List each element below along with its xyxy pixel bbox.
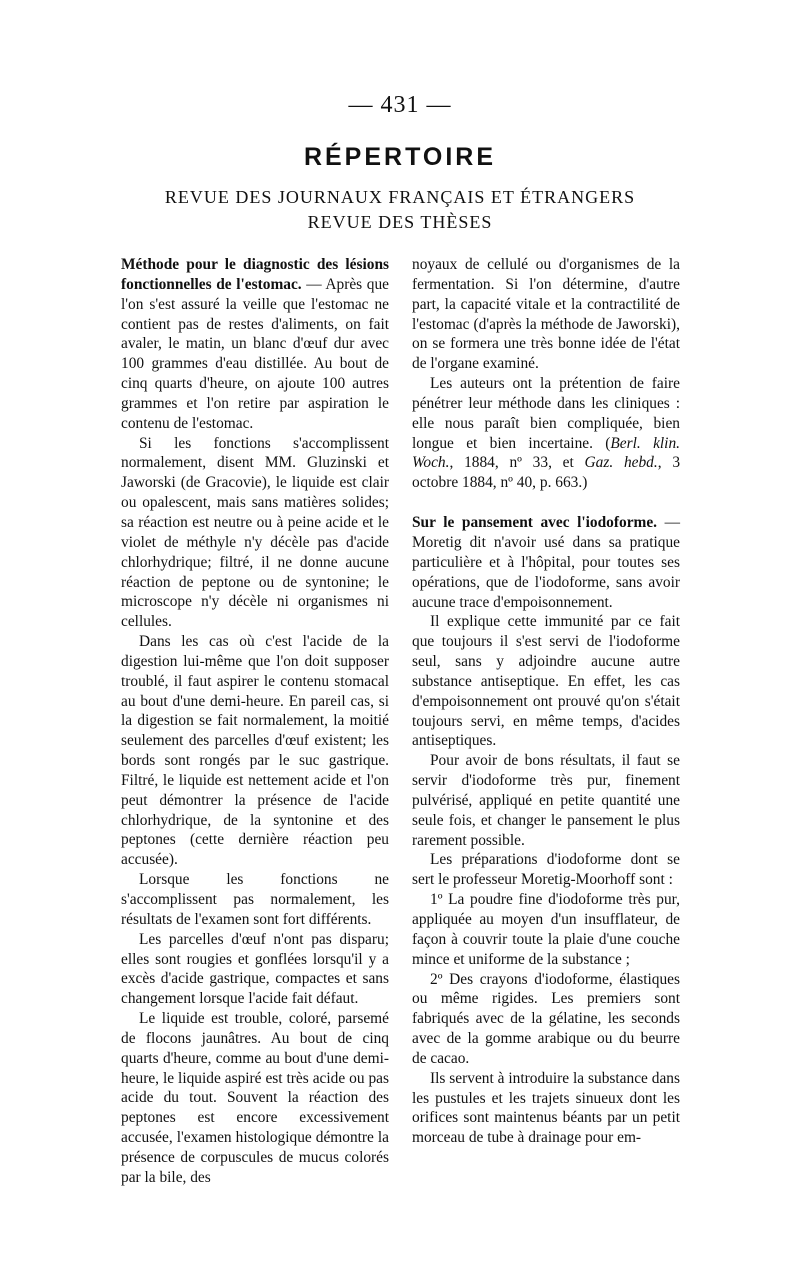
paragraph: Ils servent à introduire la substance dans les pustules et les trajets sinueux dont les orifices sont maintenus béants par un petit morceau de tube à drainage pour em- [412,1069,680,1147]
paragraph-continued: noyaux de cellulé ou d'organismes de la fermentation. Si l'on détermine, d'autre part, la capacité vitale et la contractilité de l'estomac (d'après la méthode de Jaworski), on se formera une très bonne idée de l'état de l'organe examiné. [412,256,680,373]
section-title: RÉPERTOIRE [303,143,497,171]
subtitle-journals: REVUE DES JOURNAUX FRANÇAIS ET ÉTRANGERS [164,187,636,207]
article-gastric-intro [121,255,389,434]
paragraph: 1º La poudre fine d'iodoforme très pur, appliquée au moyen d'un insufflateur, de façon à couvrir toute la plaie d'une couche mince et uniforme de la substance ; [412,891,680,968]
reference-text: , 1884, nº 33, et [449,454,585,472]
paragraph: Les préparations d'iodoforme dont se sert le professeur Moretig-Moorhoff sont : [412,851,680,889]
right-column [412,255,680,1148]
page-number: — 431 — [348,92,452,118]
left-column [121,255,389,1188]
paragraph: 2º Des crayons d'iodoforme, élastiques ou même rigides. Les premiers sont fabriqués avec de la gélatine, les seconds avec de la gomme arabique ou du beurre de cacao. [412,970,680,1067]
paragraph: Le liquide est trouble, coloré, parsemé de flocons jaunâtres. Au bout de cinq quarts d'heure, comme au bout d'une demi-heure, le liquide aspiré est très acide ou pas acide du tout. Souvent la réaction des peptones est encore excessivement accusée, l'examen histologique démontre la présence de corpuscules de mucus colorés par la bile, des [121,1010,389,1186]
paragraph-text: — Après que l'on s'est assuré la veille que l'estomac ne contient pas de restes d'aliments, on fait avaler, le matin, un blanc d'œuf dur avec 100 grammes d'eau distillée. Au bout de cinq quarts d'heure, on ajoute 100 autres grammes et l'on retire par aspiration le contenu de l'estomac. [121,275,389,432]
article-heading-gastric: Méthode pour le diagnostic des lésions fonctionnelles de l'estomac. [121,256,389,293]
paragraph: Il explique cette immunité par ce fait que toujours il s'est servi de l'iodoforme seul, sans y adjoindre aucune autre substance antiseptique. En effet, les cas d'empoisonnement ont prouvé qu'on s'était toujours servi, en même temps, d'acides antiseptiques. [412,613,680,750]
paragraph-with-reference [412,374,680,493]
reference-open: ( [592,434,611,452]
article-heading-iodoform: Sur le pansement avec l'iodoforme. [412,514,658,532]
paragraph-text: — Moretig dit n'avoir usé dans sa pratique particulière et à l'hôpital, pour toutes ses opérations, que de l'iodoforme, sans avoir aucune trace d'empoisonnement. [412,514,680,611]
paragraph: Lorsque les fonctions ne s'accomplissent pas normalement, les résultats de l'examen sont fort différents. [121,871,389,928]
paragraph: Pour avoir de bons résultats, il faut se servir d'iodoforme très pur, finement pulvérisé, appliqué en petite quantité une seule fois, et changer le pansement le plus rarement possible. [412,752,680,849]
journal-title: Gaz. hebd. [584,454,658,472]
paragraph-text: Les auteurs ont la prétention de faire pénétrer leur méthode dans les cliniques : elle nous paraît bien compliquée, bien longue et bien incertaine. [412,375,680,452]
paragraph: Dans les cas où c'est l'acide de la digestion lui-même que l'on doit supposer troublé, il faut aspirer le contenu stomacal au bout d'une demi-heure. En pareil cas, si la digestion se fait normalement, la moitié seulement des parcelles d'œuf existent; les bords sont rongés par le suc gastrique. Filtré, le liquide est nettement acide et l'on peut démontrer la présence de l'acide chlorhydrique, de la syntonine et des peptones (cette dernière réaction peu accusée). [121,633,389,869]
journal-title: Berl. klin. Woch. [412,434,680,472]
paragraph: Si les fonctions s'accomplissent normalement, disent MM. Gluzinski et Jaworski (de Gracovie), le liquide est clair ou opalescent, mais sans matières solides; sa réaction est neutre ou à peine acide et le violet de méthyle n'y décèle pas d'acide chlorhydrique; filtré, il ne donne aucune réaction de peptone ou de syntonine; le microscope n'y décèle ni organismes ni cellules. [121,434,389,631]
reference-text: , 3 octobre 1884, nº 40, p. 663.) [412,454,681,492]
subtitle-theses: REVUE DES THÈSES [307,212,493,232]
article-iodoform-intro [412,513,680,612]
paragraph: Les parcelles d'œuf n'ont pas disparu; elles sont rougies et gonflées lorsqu'il y a excès d'acide gastrique, compactes et sans changement lorsque l'acide fait défaut. [121,930,389,1008]
